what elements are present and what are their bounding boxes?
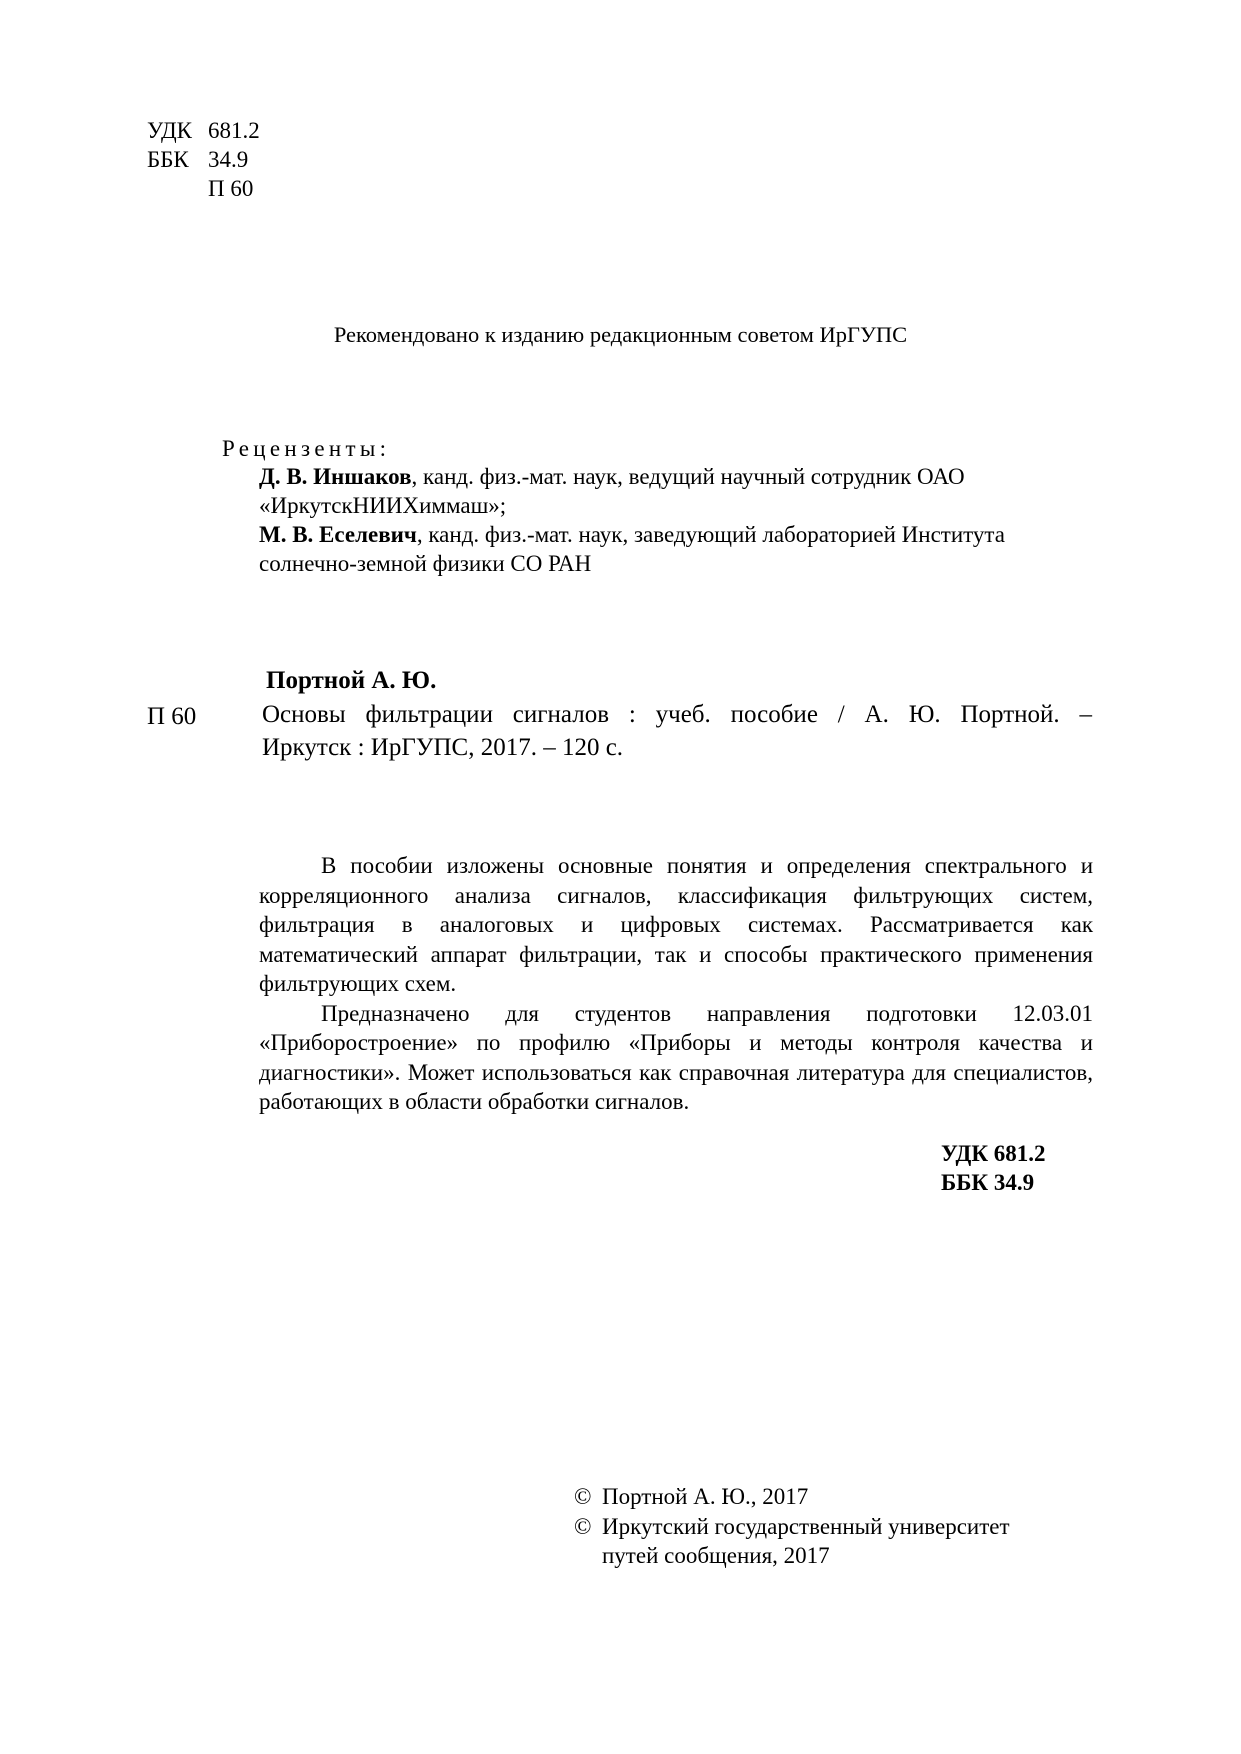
reviewer-entry (259, 520, 1093, 578)
udk-code: УДК 681.2 (941, 1141, 1046, 1166)
copyright-author: Портной А. Ю., 2017 (602, 1484, 809, 1509)
bbk-code: ББК 34.9 (941, 1170, 1035, 1195)
reviewer-organization: солнечно-земной физики СО РАН (259, 551, 592, 576)
reviewer-position: , канд. физ.-мат. наук, заведующий лабораторией Института (416, 522, 1005, 547)
annotation-paragraph: В пособии изложены основные понятия и определения спектрального и корреляционного анализа сигналов, классификация фильтрующих систем, фильтрация в аналоговых и цифровых системах. Рассматривается как математический аппарат фильтрации, так и способы практического применения фильтрующих схем. (259, 853, 1093, 996)
reviewer-organization: «ИркутскНИИХиммаш»; (259, 493, 507, 518)
publication-recommendation: Рекомендовано к изданию редакционным советом ИрГУПС (333, 322, 908, 347)
copyright-block (574, 1482, 1010, 1571)
copyright-icon: © (574, 1484, 592, 1509)
classification-codes-top (147, 116, 260, 203)
annotation (259, 851, 1093, 1117)
copyright-line (574, 1512, 1010, 1542)
bbk-row (147, 145, 260, 174)
catalog-description-line1: Основы фильтрации сигналов : учеб. пособие / А. Ю. Портной. – (262, 701, 1092, 728)
reviewer-name: Д. В. Иншаков (259, 464, 412, 489)
reviewer-name: М. В. Еселевич (259, 522, 417, 547)
reviewer-position: , канд. физ.-мат. наук, ведущий научный сотрудник ОАО (411, 464, 965, 489)
udk-value: 681.2 (208, 118, 260, 143)
catalog-author: Портной А. Ю. (266, 667, 437, 694)
udk-label: УДК (147, 118, 192, 143)
copyright-line (574, 1482, 1010, 1512)
bbk-label: ББК (147, 147, 189, 172)
udk-row (147, 116, 260, 145)
copyright-icon: © (574, 1513, 592, 1539)
annotation-paragraph: Предназначено для студентов направления подготовки 12.03.01 «Приборостроение» по профилю «Приборы и методы контроля качества и диагностики». Может использоваться как справочная литература для специалистов, работающих в области обработки сигналов. (259, 1000, 1093, 1114)
catalog-code: П 60 (147, 703, 197, 730)
reviewer-entry (259, 462, 1093, 520)
author-mark: П 60 (208, 176, 254, 201)
catalog-description-line2: Иркутск : ИрГУПС, 2017. – 120 с. (262, 734, 624, 761)
copyright-university: Иркутский государственный университет (602, 1513, 1010, 1539)
copyright-university-cont: путей сообщения, 2017 (602, 1543, 830, 1568)
reviewers-heading: Рецензенты: (222, 436, 391, 461)
classification-codes-bottom (941, 1139, 1046, 1197)
bbk-value: 34.9 (208, 147, 249, 172)
